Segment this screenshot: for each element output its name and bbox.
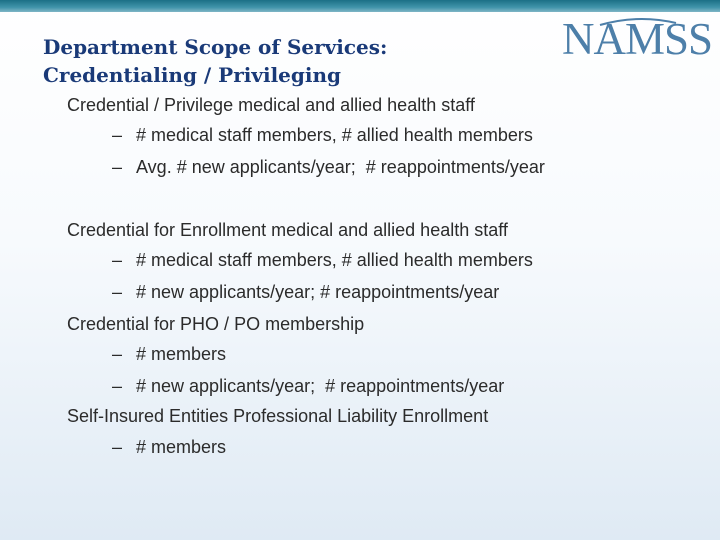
- sub-bullet-text: # medical staff members, # allied health members: [136, 125, 533, 145]
- dash-marker: –: [112, 157, 123, 177]
- bullet-item: Credential / Privilege medical and allied health staff: [67, 95, 475, 115]
- dash-marker: –: [112, 125, 123, 145]
- bullet-item: Credential for PHO / PO membership: [67, 314, 365, 334]
- sub-bullet-text: # members: [136, 344, 227, 364]
- sub-bullet-item: [112, 156, 545, 178]
- sub-bullet-text: # medical staff members, # allied health members: [136, 250, 533, 270]
- sub-bullet-item: [112, 281, 499, 303]
- sub-bullet-text: Avg. # new applicants/year; # reappointments/year: [136, 157, 545, 177]
- sub-bullet-item: [112, 343, 226, 365]
- logo-wordmark: NAMSS: [562, 14, 713, 64]
- title-line-2: Credentialing / Privileging: [43, 63, 341, 87]
- sub-bullet-text: # members: [136, 437, 227, 457]
- sub-bullet-item: [112, 375, 504, 397]
- sub-bullet-item: [112, 249, 533, 271]
- sub-bullet-item: [112, 124, 533, 146]
- dash-marker: –: [112, 437, 123, 457]
- bullet-item: Self-Insured Entities Professional Liability Enrollment: [67, 406, 489, 426]
- dash-marker: –: [112, 282, 123, 302]
- dash-marker: –: [112, 376, 123, 396]
- title-line-1: Department Scope of Services:: [43, 35, 388, 59]
- sub-bullet-item: [112, 436, 226, 458]
- sub-bullet-text: # new applicants/year; # reappointments/year: [136, 282, 500, 302]
- bullet-item: Credential for Enrollment medical and allied health staff: [67, 220, 508, 240]
- dash-marker: –: [112, 344, 123, 364]
- sub-bullet-text: # new applicants/year; # reappointments/year: [136, 376, 505, 396]
- dash-marker: –: [112, 250, 123, 270]
